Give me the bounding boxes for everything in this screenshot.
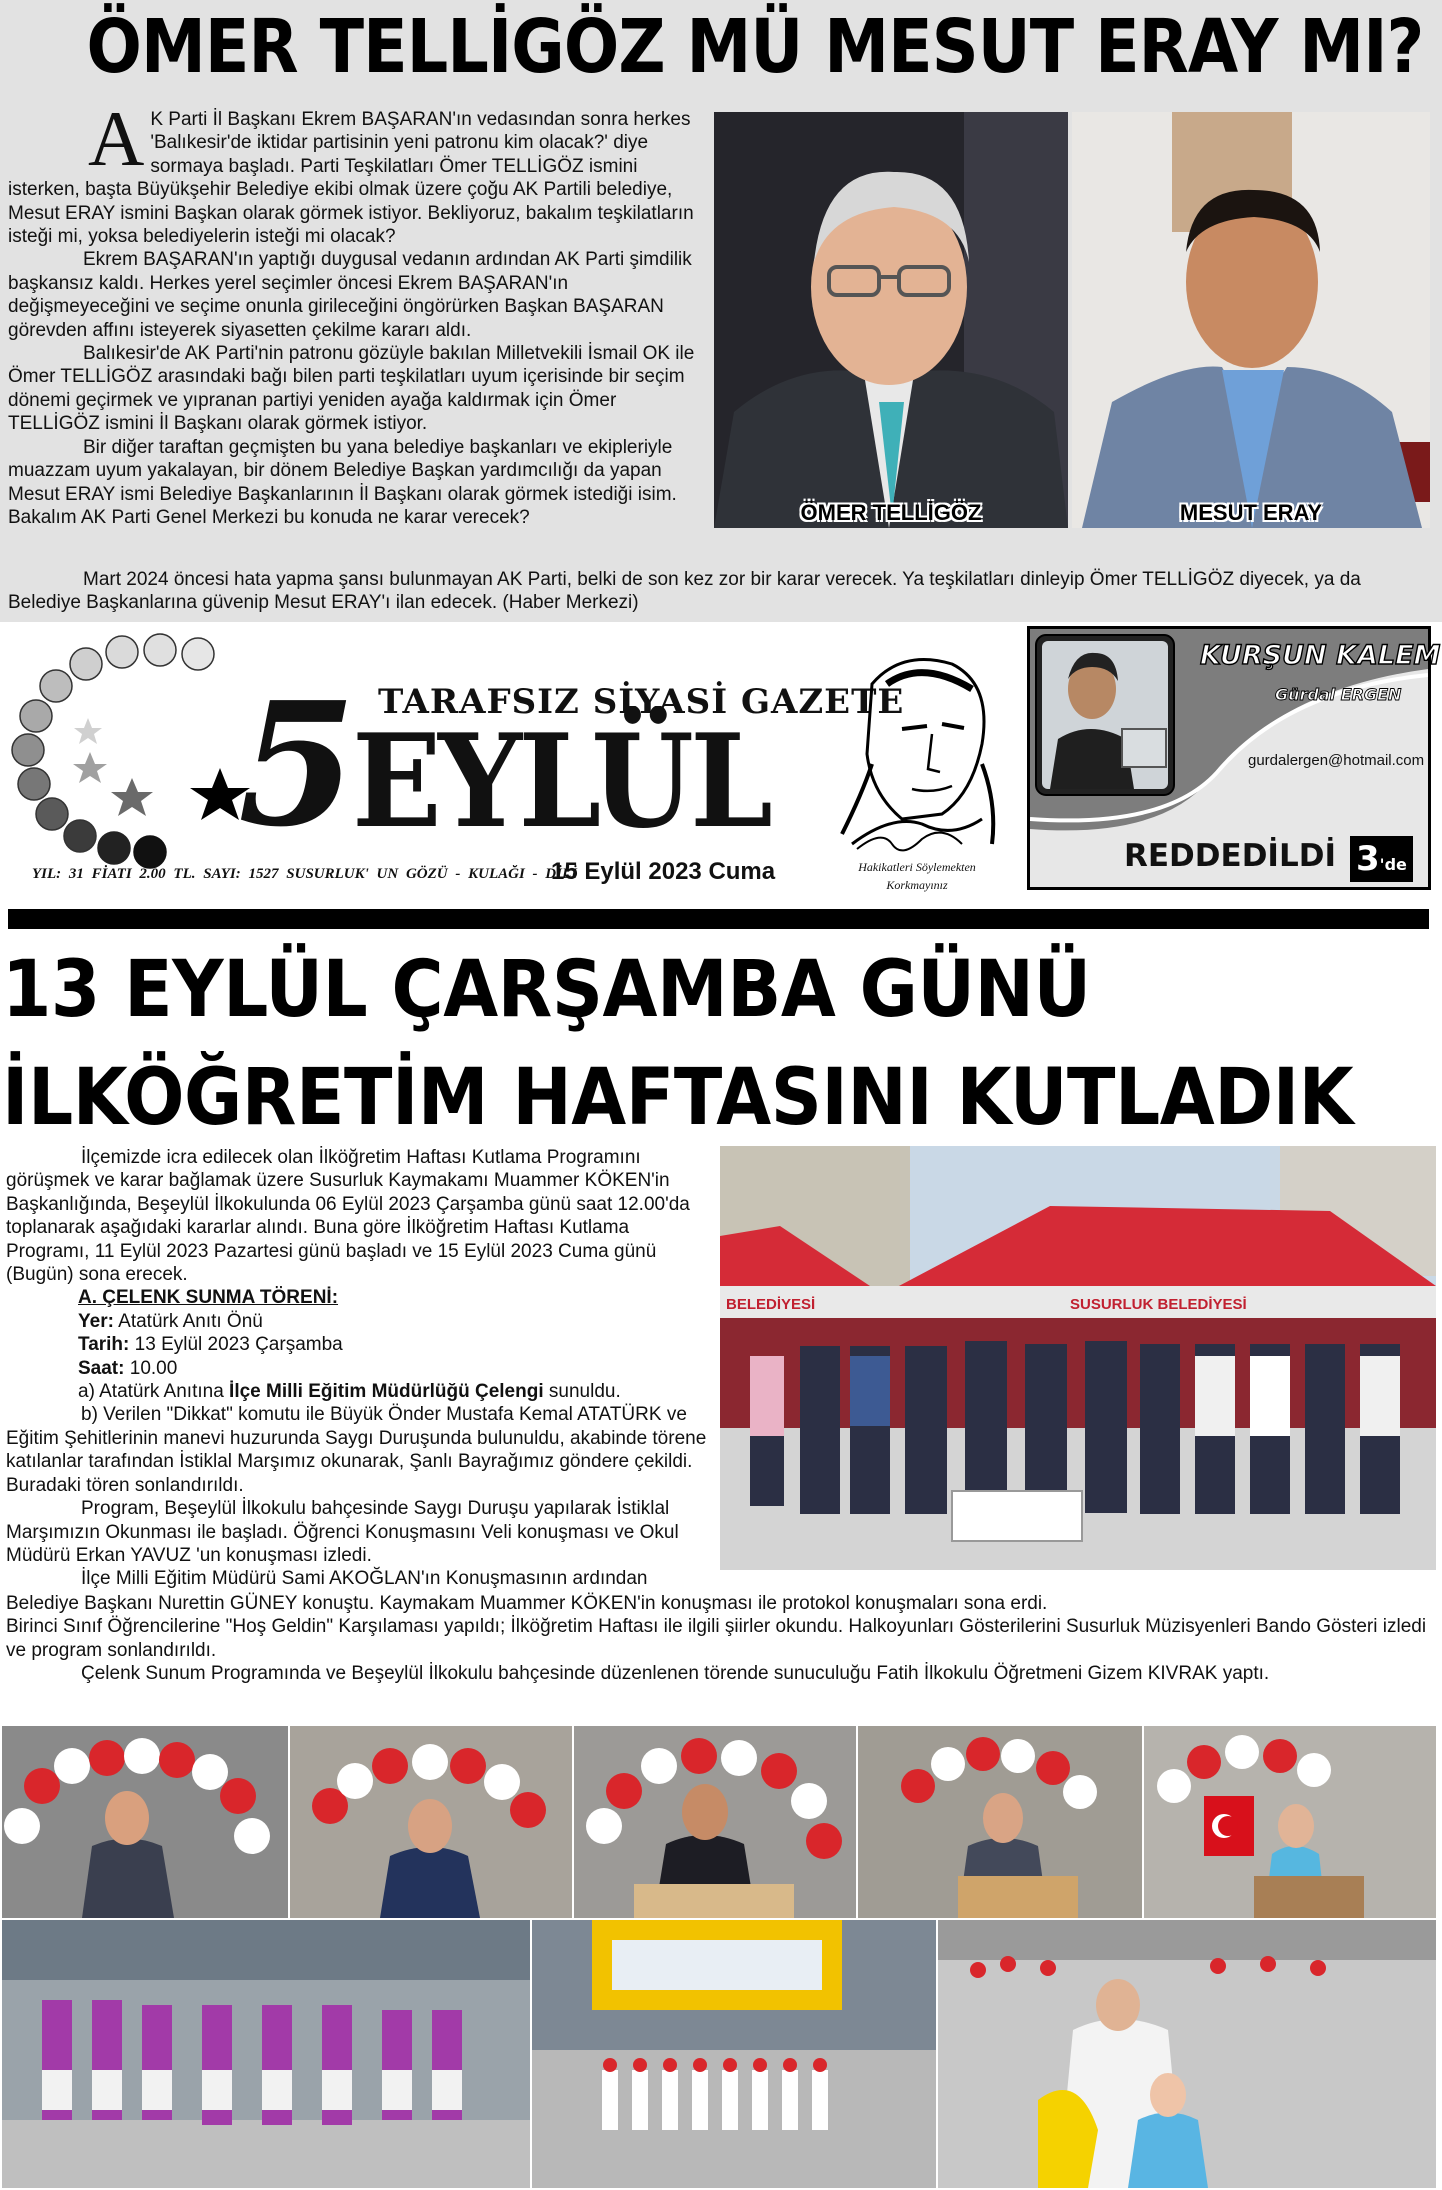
top-paragraph-4: Bir diğer taraftan geçmişten bu yana belediye başkanları ve ekipleriyle muazzam uyum yakalayan, bir dönem Belediye Başkan yardımcılığı da yapan Mesut ERAY ismi Belediye Başkanlarının İl Başkanı olarak görmek istediği isim. Bakalım AK Parti Genel Merkezi bu konuda ne karar verecek? — [8, 436, 677, 528]
drop-cap: A — [88, 95, 145, 182]
main-story-footer-text — [6, 1592, 1436, 1686]
column-page-suffix: 'de — [1379, 855, 1407, 874]
column-email[interactable]: gurdalergen@hotmail.com — [1248, 752, 1425, 769]
photo-ceremony-tent — [720, 1146, 1436, 1570]
ceremony-graphic — [720, 1146, 1436, 1570]
photo-speech-5 — [1144, 1726, 1436, 1918]
ataturk-quote — [832, 858, 1002, 894]
speech-graphic — [1144, 1726, 1436, 1918]
main-story-headline — [2, 936, 1442, 1152]
portrait-graphic — [1072, 112, 1430, 528]
main-paragraph-2: Program, Beşeylül İlkokulu bahçesinde Saygı Duruşu yapılarak İstiklal Marşımızın Okunması ile başladı. Öğrenci Konuşmasını Veli konuşması ve Okul Müdürü Erkan YAVUZ 'un konuşması izledi. — [6, 1498, 679, 1566]
section-divider — [8, 909, 1429, 929]
item-a: a) Atatürk Anıtına İlçe Milli Eğitim Müdürlüğü Çelengi sunuldu. — [78, 1381, 621, 1403]
main-paragraph-1: İlçemizde icra edilecek olan İlköğretim Haftası Kutlama Programını görüşmek ve karar bağlamak üzere Susurluk Kaymakamı Muammer KÖKEN'in Başkanlığında, Beşeylül İlkokulunda 06 Eylül 2023 Çarşamba günü saat 12.00'da toplanarak aşağıdaki kararlar alındı. Buna göre İlköğretim Haftası Kutlama Programı, 11 Eylül 2023 Pazartesi günü başladı ve 15 Eylül 2023 Cuma günü (Bugün) sona erecek. — [6, 1147, 690, 1286]
masthead-date: 15 Eylül 2023 Cuma — [551, 858, 776, 885]
ataturk-quote-line-1: Hakikatleri Söylemekten — [858, 860, 976, 874]
speech-graphic — [858, 1726, 1142, 1918]
masthead-logo-number: 5 — [238, 665, 357, 865]
column-author: Gürdal ERGEN — [1275, 685, 1402, 704]
top-paragraph-5: Mart 2024 öncesi hata yapma şansı bulunmayan AK Parti, belki de son kez zor bir karar verecek. Ya teşkilatları dinleyip Ömer TELLİGÖZ diyecek, ya da Belediye Başkanlarına güvenip Mesut ERAY'ı ilan edecek. (Haber Merkezi) — [8, 569, 1361, 614]
column-page-ref — [1350, 836, 1413, 882]
main-headline-line-2: İLKÖĞRETİM HAFTASINI KUTLADIK — [2, 1053, 1354, 1143]
welcome-graphic — [938, 1920, 1436, 2188]
top-paragraph-3: Balıkesir'de AK Parti'nin patronu gözüyle bakılan Milletvekili İsmail OK ile Ömer TELLİGÖZ arasındaki bağı bilen parti teşkilatları uyum içerisinde bir seçim dönemi geçirmek ve yıpranan partiyi yeniden ayağa kaldırmak için Ömer TELLİGÖZ ismini İl Başkanı olarak görmek istiyor. — [8, 343, 695, 435]
photo-band — [532, 1920, 936, 2188]
photo-omer-telligoz — [714, 112, 1068, 528]
crescent-star-logo — [10, 630, 270, 870]
speech-graphic — [290, 1726, 572, 1918]
main-headline-line-1: 13 EYLÜL ÇARŞAMBA GÜNÜ — [2, 945, 1091, 1035]
photo-folk-dance — [2, 1920, 530, 2188]
main-paragraph-3a: İlçe Milli Eğitim Müdürü Sami AKOĞLAN'ın Konuşmasının ardından — [81, 1568, 648, 1590]
top-paragraph-1: K Parti İl Başkanı Ekrem BAŞARAN'ın vedasından sonra herkes 'Balıkesir'de iktidar partisinin yeni patronu kim olacak?' diye sormaya başladı. Parti Teşkilatları Ömer TELLİGÖZ ismini isterken, başta Büyükşehir Belediye ekibi olmak üzere çoğu AK Partili belediye, Mesut ERAY ismini Başkan olarak görmek istiyor. Bekliyoruz, bakalım teşkilatların isteği mi, yoksa belediyelerin isteği mi olacak? — [8, 109, 694, 248]
top-story-body — [8, 95, 698, 529]
ataturk-sketch — [832, 644, 1002, 854]
speech-graphic — [574, 1726, 856, 1918]
time-line: Saat: 10.00 — [78, 1357, 178, 1379]
masthead-issue-info: YIL: 31 FİATI 2.00 TL. SAYI: 1527 SUSURLUK' UN GÖZÜ - KULAĞI - DİLİ — [32, 866, 577, 882]
column-title: KURŞUN KALEM — [1200, 640, 1441, 671]
main-paragraph-3b: Belediye Başkanı Nurettin GÜNEY konuştu. Kaymakam Muammer KÖKEN'in konuşması ile protokol konuşmaları sona erdi. — [6, 1593, 1048, 1614]
main-paragraph-5: Çelenk Sunum Programında ve Beşeylül İlkokulu bahçesinde düzenlenen törende sunuculuğu Fatih İlkokulu Öğretmeni Gizem KIVRAK yaptı. — [81, 1663, 1270, 1685]
photo-speech-3 — [574, 1726, 856, 1918]
main-paragraph-4: Birinci Sınıf Öğrencilerine "Hoş Geldin" Karşılaması yapıldı; İlköğretim Haftası ile ilgili şiirler okundu. Halkoyunları Gösterilerini Susurluk Müzisyenleri Bando Gösteri izledi ve program sonlandırıldı. — [6, 1616, 1427, 1661]
photo-caption-omer: ÖMER TELLİGÖZ — [800, 500, 982, 525]
photo-speech-1 — [2, 1726, 288, 1918]
top-paragraph-2: Ekrem BAŞARAN'ın yaptığı duygusal vedanın ardından AK Parti şimdilik başkansız kaldı. Herkes yerel seçimler öncesi Ekrem BAŞARAN'ın değişmeyeceğini ve seçime onunla girileceğini öngörürken Başkan BAŞARAN görevden affını isteyerek siyasetten çekilme kararı aldı. — [8, 249, 692, 341]
top-story-headline: ÖMER TELLİGÖZ MÜ MESUT ERAY MI? — [86, 4, 1424, 90]
section-title: A. ÇELENK SUNMA TÖRENİ: — [78, 1287, 339, 1309]
portrait-graphic — [714, 112, 1068, 528]
place-line: Yer: Atatürk Anıtı Önü — [78, 1310, 263, 1332]
column-page-number: 3 — [1356, 839, 1380, 879]
photo-speech-4 — [858, 1726, 1142, 1918]
main-story-body — [6, 1146, 708, 1591]
speech-graphic — [2, 1726, 288, 1918]
photo-welcome — [938, 1920, 1436, 2188]
folk-dance-graphic — [2, 1920, 530, 2188]
date-line: Tarih: 13 Eylül 2023 Çarşamba — [78, 1334, 343, 1356]
ataturk-quote-line-2: Korkmayınız — [886, 878, 948, 892]
photo-caption-mesut: MESUT ERAY — [1179, 500, 1323, 525]
band-graphic — [532, 1920, 936, 2188]
tent-text-center: SUSURLUK BELEDİYESİ — [1070, 1296, 1247, 1313]
photo-speech-2 — [290, 1726, 572, 1918]
masthead-tagline: TARAFSIZ SİYASİ GAZETE — [378, 682, 905, 722]
top-story-footer-text — [8, 568, 1438, 615]
item-b: b) Verilen "Dikkat" komutu ile Büyük Önder Mustafa Kemal ATATÜRK ve Eğitim Şehitlerinin manevi huzurunda Saygı Duruşunda bulunuldu, akabinde törene katılanlar tarafından İstiklal Marşımız okunarak, Şanlı Bayrağımız göndere çekildi. Buradaki tören sonlandırıldı. — [6, 1404, 707, 1496]
photo-mesut-eray — [1072, 112, 1430, 528]
tent-text-left: BELEDİYESİ — [726, 1296, 816, 1313]
masthead-logo-name: EYLÜL — [352, 707, 770, 857]
column-headline: REDDEDİLDİ — [1124, 838, 1336, 874]
